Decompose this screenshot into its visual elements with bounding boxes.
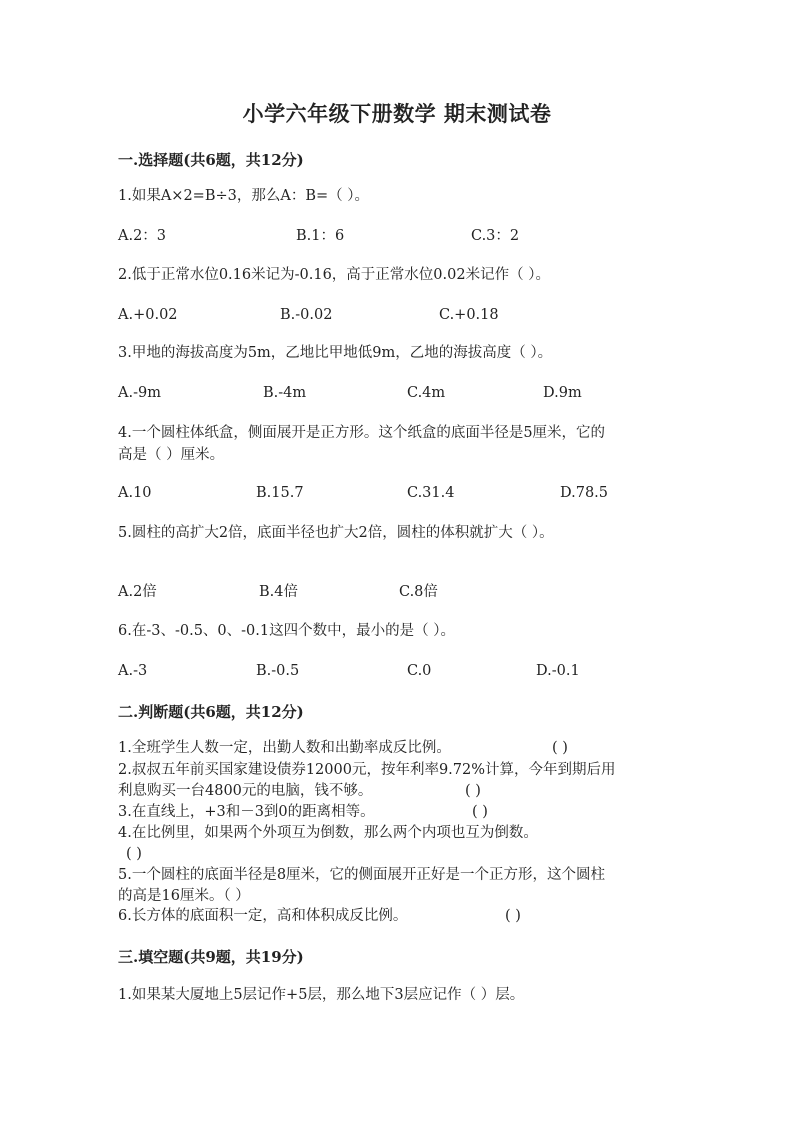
question-1-4-line1: 4.一个圆柱体纸盒，侧面展开是正方形。这个纸盒的底面半径是5厘米，它的: [118, 425, 606, 441]
option-1-5-b: B.4倍: [259, 584, 298, 600]
option-1-6-d: D.-0.1: [536, 663, 580, 679]
section-heading-choice: 一.选择题(共6题，共12分): [118, 151, 304, 169]
judge-6: 6.长方体的底面积一定，高和体积成反比例。: [118, 908, 408, 924]
judge-4: 4.在比例里，如果两个外项互为倒数，那么两个内项也互为倒数。: [118, 825, 538, 841]
judge-2-line2: 利息购买一台4800元的电脑，钱不够。: [118, 783, 373, 799]
option-1-4-b: B.15.7: [256, 485, 304, 501]
judge-1-bracket: ( ): [552, 740, 568, 756]
judge-2-line1: 2.叔叔五年前买国家建设债券12000元，按年利率9.72%计算，今年到期后用: [118, 762, 616, 778]
option-1-3-b: B.-4m: [263, 385, 307, 401]
question-1-5: 5.圆柱的高扩大2倍，底面半径也扩大2倍，圆柱的体积就扩大（ ）。: [118, 525, 554, 541]
section-heading-judge: 二.判断题(共6题，共12分): [118, 703, 304, 721]
judge-3-bracket: ( ): [472, 804, 488, 820]
option-1-4-c: C.31.4: [407, 485, 455, 501]
judge-5-line2: 的高是16厘米。（ ）: [118, 888, 250, 904]
option-1-2-b: B.-0.02: [280, 307, 333, 323]
section-heading-fill: 三.填空题(共9题，共19分): [118, 948, 304, 966]
option-1-5-c: C.8倍: [399, 584, 438, 600]
question-1-2: 2.低于正常水位0.16米记为-0.16，高于正常水位0.02米记作（ ）。: [118, 267, 550, 283]
question-1-3: 3.甲地的海拔高度为5m，乙地比甲地低9m，乙地的海拔高度（ ）。: [118, 345, 553, 361]
judge-2-bracket: ( ): [465, 783, 481, 799]
fill-question-1: 1.如果某大厦地上5层记作+5层，那么地下3层应记作（ ）层。: [118, 987, 525, 1003]
option-1-6-a: A.-3: [118, 663, 148, 679]
question-1-1: 1.如果A×2=B÷3，那么A：B=（ ）。: [118, 188, 369, 204]
option-1-2-c: C.+0.18: [439, 307, 499, 323]
option-1-3-c: C.4m: [407, 385, 446, 401]
judge-4-bracket: ( ): [126, 846, 142, 862]
judge-3: 3.在直线上，+3和－3到0的距离相等。: [118, 804, 375, 820]
option-1-6-c: C.0: [407, 663, 432, 679]
judge-6-bracket: ( ): [505, 908, 521, 924]
question-1-6: 6.在-3、-0.5、0、-0.1这四个数中，最小的是（ ）。: [118, 623, 455, 639]
option-1-5-a: A.2倍: [118, 584, 157, 600]
option-1-4-a: A.10: [118, 485, 152, 501]
option-1-3-a: A.-9m: [118, 385, 161, 401]
page-title: 小学六年级下册数学 期末测试卷: [242, 101, 552, 126]
judge-1: 1.全班学生人数一定，出勤人数和出勤率成反比例。: [118, 740, 451, 756]
option-1-1-b: B.1：6: [296, 228, 345, 244]
option-1-6-b: B.-0.5: [256, 663, 300, 679]
option-1-3-d: D.9m: [543, 385, 582, 401]
option-1-1-a: A.2：3: [118, 228, 167, 244]
option-1-1-c: C.3：2: [471, 228, 520, 244]
option-1-4-d: D.78.5: [560, 485, 609, 501]
judge-5-line1: 5.一个圆柱的底面半径是8厘米，它的侧面展开正好是一个正方形，这个圆柱: [118, 867, 606, 883]
option-1-2-a: A.+0.02: [118, 307, 178, 323]
question-1-4-line2: 高是（ ）厘米。: [118, 447, 225, 463]
